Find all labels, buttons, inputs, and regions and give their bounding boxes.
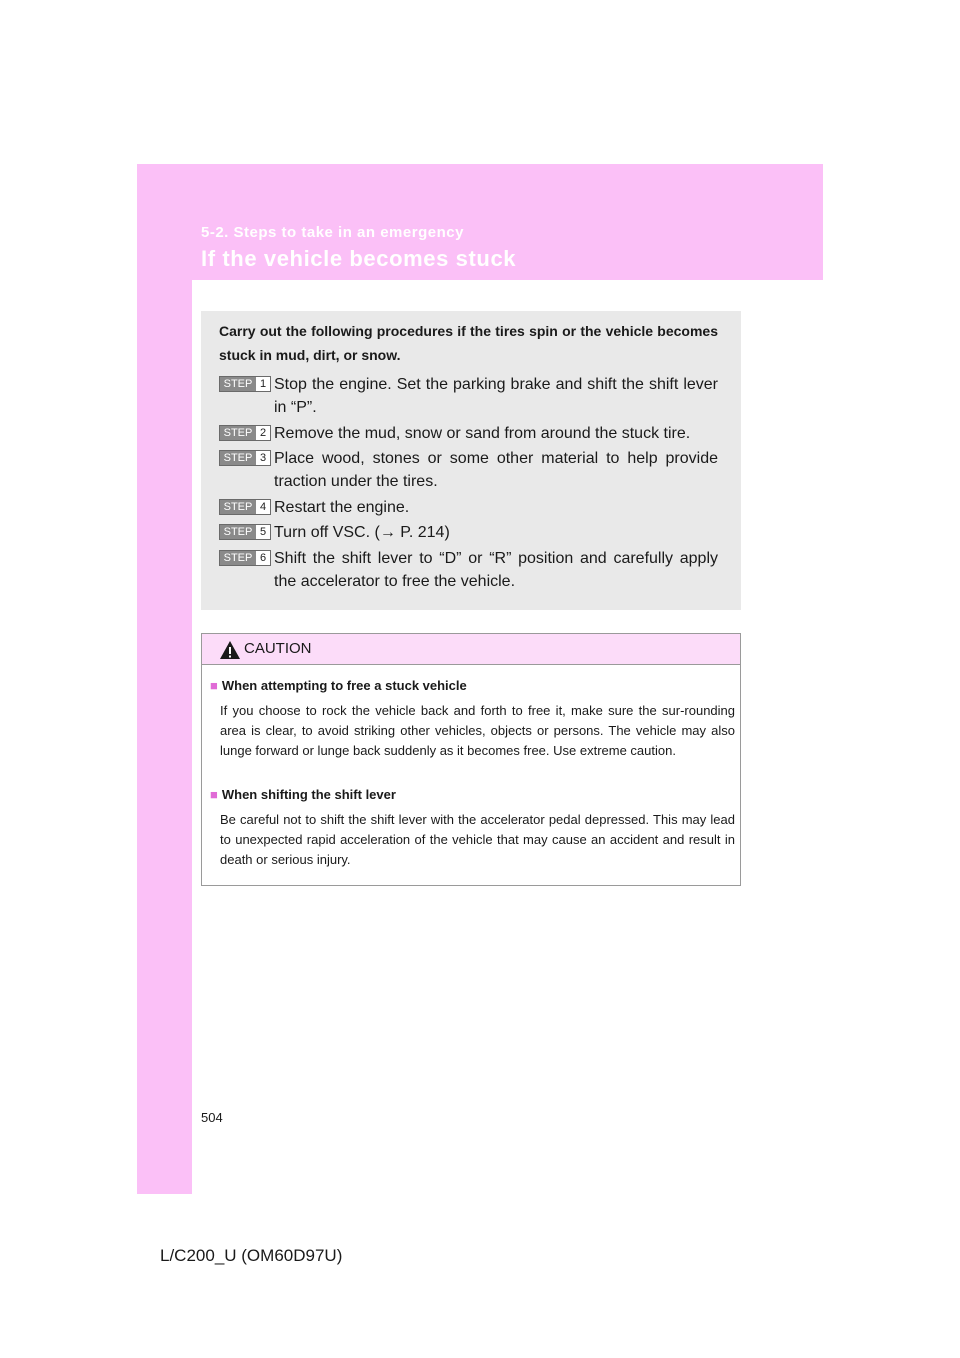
- step-badge: STEP 2: [219, 425, 271, 441]
- step-badge: STEP 5: [219, 524, 271, 540]
- footer-code: L/C200_U (OM60D97U): [160, 1246, 343, 1265]
- page-title: If the vehicle becomes stuck: [201, 246, 517, 271]
- section-label: 5-2. Steps to take in an emergency: [201, 224, 464, 241]
- page-number: 504: [201, 1110, 223, 1125]
- caution-heading-1: ■ When attempting to free a stuck vehicle: [210, 678, 467, 693]
- caution-body-1: If you choose to rock the vehicle back and forth to free it, make sure the sur-rounding area is clear, to avoid striking other vehicles, objects or persons. The vehicle may also lunge forward or lunge back suddenly as it becomes free. Use extreme caution.: [220, 703, 735, 758]
- step-badge: STEP 3: [219, 450, 271, 466]
- step-text: Turn off VSC. (→ P. 214): [274, 524, 450, 541]
- square-bullet-icon: ■: [210, 678, 218, 693]
- square-bullet-icon: ■: [210, 787, 218, 802]
- caution-body-2: Be careful not to shift the shift lever with the accelerator pedal depressed. This may lead to unexpected rapid acceleration of the vehicle that may cause an accident and result in death or serious injury.: [220, 812, 735, 867]
- step-badge: STEP 1: [219, 376, 271, 392]
- step-badge: STEP 4: [219, 499, 271, 515]
- side-strip: [137, 280, 192, 1194]
- caution-label: CAUTION: [244, 640, 312, 657]
- step-text: Stop the engine. Set the parking brake and shift the shift lever in “P”.: [274, 376, 718, 416]
- caution-header: [202, 634, 740, 665]
- step-text: Restart the engine.: [274, 499, 410, 516]
- step-text: Remove the mud, snow or sand from around the stuck tire.: [274, 425, 691, 442]
- step-text: Shift the shift lever to “D” or “R” position and carefully apply the accelerator to free the vehicle.: [274, 550, 718, 590]
- caution-box: [201, 633, 741, 886]
- warning-triangle-icon: [219, 640, 241, 660]
- intro-text: Carry out the following procedures if the tires spin or the vehicle becomes stuck in mud, dirt, or snow.: [219, 323, 718, 363]
- caution-heading-2: ■ When shifting the shift lever: [210, 787, 396, 802]
- step-badge: STEP 6: [219, 550, 271, 566]
- step-text: Place wood, stones or some other material to help provide traction under the tires.: [274, 450, 718, 490]
